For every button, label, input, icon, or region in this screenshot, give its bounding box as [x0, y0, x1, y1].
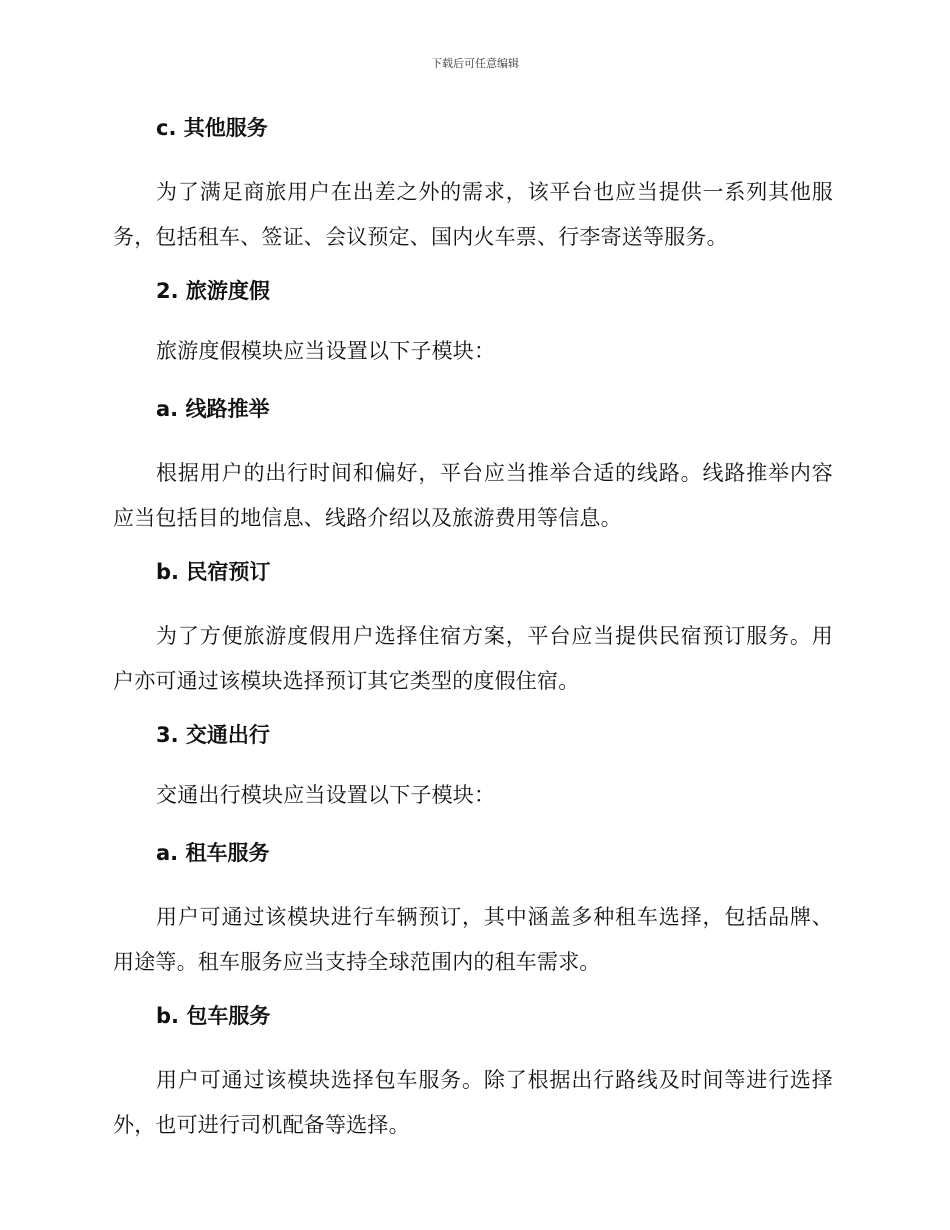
- paragraph-transportation-intro: 交通出行模块应当设置以下子模块：: [156, 783, 496, 807]
- section-heading-transportation: 3. 交通出行: [156, 723, 270, 747]
- section-heading-car-rental: a. 租车服务: [156, 841, 270, 865]
- paragraph-car-rental: 用户可通过该模块进行车辆预订，其中涵盖多种租车选择，包括品牌、用途等。租车服务应当支持全球范围内的租车需求。: [113, 905, 833, 974]
- section-heading-route-recommendation: a. 线路推举: [156, 397, 270, 421]
- paragraph-other-services: 为了满足商旅用户在出差之外的需求，该平台也应当提供一系列其他服务，包括租车、签证、会议预定、国内火车票、行李寄送等服务。: [113, 180, 833, 249]
- section-heading-homestay-booking: b. 民宿预订: [156, 560, 271, 584]
- header-note: 下载后可任意编辑: [431, 57, 519, 70]
- paragraph-route-recommendation: 根据用户的出行时间和偏好，平台应当推举合适的线路。线路推举内容应当包括目的地信息、线路介绍以及旅游费用等信息。: [113, 461, 833, 530]
- paragraph-travel-vacation-intro: 旅游度假模块应当设置以下子模块：: [156, 339, 496, 363]
- section-heading-travel-vacation: 2. 旅游度假: [156, 279, 270, 303]
- document-body: [113, 110, 833, 1161]
- section-heading-chartered-car: b. 包车服务: [156, 1004, 271, 1028]
- paragraph-homestay-booking: 为了方便旅游度假用户选择住宿方案，平台应当提供民宿预订服务。用户亦可通过该模块选择预订其它类型的度假住宿。: [113, 624, 833, 693]
- section-heading-other-services: c. 其他服务: [156, 116, 268, 140]
- paragraph-chartered-car: 用户可通过该模块选择包车服务。除了根据出行路线及时间等进行选择外，也可进行司机配备等选择。: [113, 1068, 833, 1137]
